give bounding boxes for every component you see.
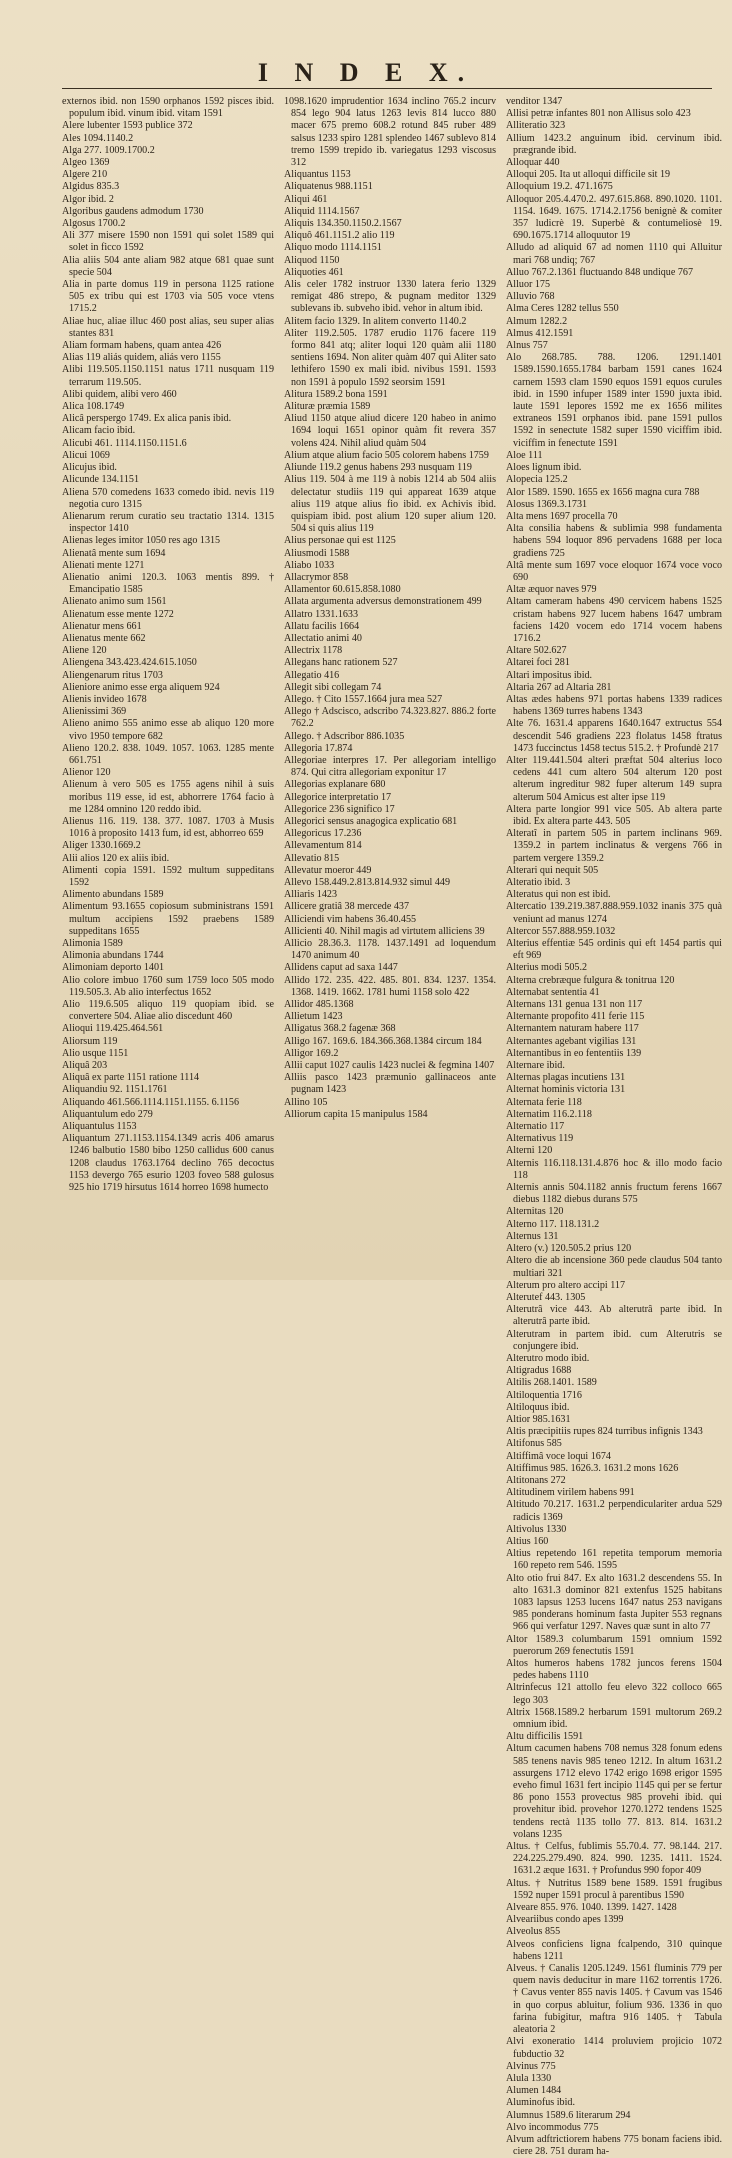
page-title: I N D E X. [257, 58, 475, 87]
index-entry: externos ibid. non 1590 orphanos 1592 pisces ibid. populum ibid. vinum ibid. vitam 1591 [62, 96, 274, 120]
index-entry: Alia aliis 504 ante aliam 982 atque 681 quae sunt specie 504 [62, 254, 274, 278]
index-entry: Alternitas 120 [506, 1206, 564, 1218]
index-entry: Alnus 757 [506, 340, 548, 352]
index-entry: Altaria 267 ad Altaria 281 [506, 681, 612, 693]
index-entry: Aliquatenus 988.1151 [284, 181, 373, 193]
index-entry: Allegans hanc rationem 527 [284, 657, 398, 669]
index-entry: Alveos conficiens ligna fcalpendo, 310 quinque habens 1211 [506, 1938, 722, 1962]
index-entry: Alliciendi vim habens 36.40.455 [284, 913, 417, 925]
index-entry: Algor ibid. 2 [62, 193, 114, 205]
index-entry: Alio usque 1151 [62, 1047, 129, 1059]
index-entry: Aliquâ ex parte 1151 ratione 1114 [62, 1072, 200, 1084]
index-entry: Aliae huc, aliae illuc 460 post alias, seu super alias stantes 831 [62, 315, 274, 339]
index-entry: Aliunde 119.2 genus habens 293 nusquam 119 [284, 462, 472, 474]
index-columns [62, 96, 722, 2158]
index-entry: Alternatio 117 [506, 1121, 565, 1133]
index-entry: Aliene 120 [62, 645, 107, 657]
index-entry: Allegatio 416 [284, 669, 340, 681]
index-entry: Alituræ præmia 1589 [284, 401, 371, 413]
index-entry: Aliqui 461 [284, 193, 328, 205]
index-entry: Alitem facio 1329. In alitem converto 1140.2 [284, 315, 467, 327]
index-entry: Alor 1589. 1590. 1655 ex 1656 magna cura 788 [506, 486, 700, 498]
index-entry: Aliquid 1114.1567 [284, 205, 360, 217]
index-entry: Allectrix 1178 [284, 645, 343, 657]
index-entry: Alienis invideo 1678 [62, 693, 147, 705]
index-entry: Altos humeros habens 1782 juncos ferens 1504 pedes habens 1110 [506, 1658, 722, 1682]
index-entry: Alternans 131 genua 131 non 117 [506, 999, 643, 1011]
index-entry: Alienor 120 [62, 767, 111, 779]
index-entry: Altas ædes habens 971 portas habens 1339 radices habens 1369 turres habens 1343 [506, 693, 722, 718]
index-entry: Alienato animo sum 1561 [62, 596, 167, 608]
index-entry: Allamentor 60.615.858.1080 [284, 584, 401, 596]
index-entry: Alluor 175 [506, 279, 551, 291]
index-entry: Alta consilia habens & sublimia 998 fundamenta habens 594 loquor 896 pervadens 1688 per loca gradiens 725 [506, 523, 722, 559]
index-entry: Alma Ceres 1282 tellus 550 [506, 303, 619, 315]
index-entry: Altis præcipitiis rupes 824 turribus infignis 1343 [506, 1426, 703, 1438]
index-entry: Altæ æquor naves 979 [506, 584, 597, 596]
index-entry: Alluo 767.2.1361 fluctuando 848 undique 767 [506, 266, 693, 278]
index-entry: Alicam facio ibid. [62, 425, 136, 437]
index-entry: Allegorice 236 significo 17 [284, 803, 395, 815]
index-entry: Altor 1589.3 columbarum 1591 omnium 1592 puerorum 269 fenectutis 1591 [506, 1633, 722, 1657]
index-entry: Aliquantus 1153 [284, 169, 351, 181]
index-entry: Alta mens 1697 procella 70 [506, 510, 618, 522]
index-entry: Alioqui 119.425.464.561 [62, 1023, 164, 1035]
index-entry: Alienatum esse mente 1272 [62, 608, 174, 620]
index-entry: Alosus 1369.3.1731 [506, 498, 588, 510]
index-entry: Altrix 1568.1589.2 herbarum 1591 multorum 269.2 omnium ibid. [506, 1706, 722, 1731]
index-entry: Alveare 855. 976. 1040. 1399. 1427. 1428 [506, 1902, 677, 1914]
index-entry: Alligatus 368.2 fagenæ 368 [284, 1023, 396, 1035]
index-entry: Alula 1330 [506, 2072, 552, 2084]
index-entry: Altior 985.1631 [506, 1413, 571, 1425]
index-entry: Allegoria 17.874 [284, 742, 353, 754]
index-entry: Alienatus mente 662 [62, 632, 146, 644]
index-entry: Allino 105 [284, 1096, 328, 1108]
index-entry: Allata argumenta adversus demonstrationem 499 [284, 596, 482, 608]
index-entry: Alliteratio 323 [506, 120, 566, 132]
index-entry: Altigradus 1688 [506, 1365, 572, 1377]
index-entry: Aliger 1330.1669.2 [62, 840, 141, 852]
index-entry: Alteratio ibid. 3 [506, 877, 571, 888]
index-entry: Alumen 1484 [506, 2085, 562, 2097]
index-entry: Alliaris 1423 [284, 889, 337, 901]
index-entry: Alternantes agebant vigilias 131 [506, 1035, 637, 1047]
index-entry: Alvum adftrictiorem habens 775 bonam faciens ibid. ciere 28. 751 duram ha- [506, 2133, 722, 2158]
index-entry: Alimentum 93.1655 copiosum subministrans 1591 multum accipiens 1592 praebens 1589 suppeditans 1655 [62, 901, 274, 937]
index-entry: Algidus 835.3 [62, 181, 120, 193]
index-entry: Alveariibus condo apes 1399 [506, 1914, 624, 1926]
index-entry: Altero (v.) 120.505.2 prius 120 [506, 1243, 632, 1255]
index-entry: Ali 377 misere 1590 non 1591 qui solet 1589 qui solet in ficco 1592 [62, 230, 274, 254]
index-entry: Aliquandiu 92. 1151.1761 [62, 1084, 168, 1096]
index-entry: Aloes lignum ibid. [506, 462, 582, 474]
index-entry: Alieniore animo esse erga aliquem 924 [62, 681, 220, 693]
index-entry: Alternabat sententia 41 [506, 986, 600, 998]
index-entry: Allisi petræ infantes 801 non Allisus solo 423 [506, 108, 691, 120]
index-entry: Alvo incommodus 775 [506, 2121, 599, 2133]
index-entry: Allectatio animi 40 [284, 632, 362, 644]
index-entry: Alvi exoneratio 1414 proluviem projicio 1072 fubductio 32 [506, 2036, 722, 2060]
index-entry: Altarei foci 281 [506, 657, 570, 669]
index-entry: Allegorici sensus anagogica explicatio 681 [284, 815, 458, 827]
index-column-3 [506, 96, 722, 2158]
index-entry: Alterius effentiæ 545 ordinis qui eft 1454 partis qui eft 969 [506, 938, 722, 962]
index-entry: Alternas plagas incutiens 131 [506, 1072, 626, 1084]
index-entry: Alternare ibid. [506, 1060, 565, 1072]
index-entry: Aliter 119.2.505. 1787 erudio 1176 facere 119 formo 841 atq; aliter loqui 120 quàm alii 1180 sentiens 1694. Non aliter quàm 407 qui Aliter sato lethifero 1590 ex mali ibid. nivibus 1591. 1593 non 1591 à populo 1592 seorsim 1591 [284, 327, 496, 388]
index-entry: Alicâ perspergo 1749. Ex alica panis ibid. [62, 413, 232, 425]
index-entry: Allii caput 1027 caulis 1423 nuclei & fegmina 1407 [284, 1060, 495, 1072]
index-entry: Alienus 116. 119. 138. 377. 1087. 1703 à Musis 1016 à proposito 1413 fum, id est, abhorreo 659 [62, 815, 274, 840]
header-rule [62, 88, 712, 89]
index-entry: Alter 119.441.504 alteri præftat 504 alterius loco cedens 441 cum altero 504 alterum 120 post alterum ingreditur 982 fuper alterum 149 supra alterum 504 Amicus est alter ipse 119 [506, 754, 722, 803]
index-entry: Altilis 268.1401. 1589 [506, 1377, 597, 1389]
index-entry: Alimonia 1589 [62, 938, 123, 950]
index-entry: Alibi quidem, alibi vero 460 [62, 388, 177, 400]
index-entry: Ales 1094.1140.2 [62, 132, 134, 144]
index-entry: Alicubi 461. 1114.1150.1151.6 [62, 437, 187, 449]
index-entry: Alopecia 125.2 [506, 474, 568, 486]
index-entry: Alternus 131 [506, 1230, 559, 1242]
index-entry: Algere 210 [62, 169, 108, 181]
index-entry: Allietum 1423 [284, 1011, 343, 1023]
index-entry: Allido 172. 235. 422. 485. 801. 834. 1237. 1354. 1368. 1419. 1662. 1781 humi 1158 solo 422 [284, 974, 496, 998]
index-entry: Altivolus 1330 [506, 1523, 567, 1535]
index-entry: Alterutef 443. 1305 [506, 1291, 586, 1303]
index-entry: Aliengenarum ritus 1703 [62, 669, 163, 681]
index-entry: Alternat hominis victoria 131 [506, 1084, 626, 1096]
index-entry: Alicujus ibid. [62, 462, 117, 474]
index-entry: Alte 76. 1631.4 apparens 1640.1647 extructus 554 descendit 546 gradiens 223 flolatus 1458 ftratus 1473 fuccinctus 1458 tectus 515.2. † Profundè 217 [506, 718, 722, 754]
index-entry: venditor 1347 [506, 96, 563, 107]
index-entry: Alias 119 aliás quidem, aliás vero 1155 [62, 352, 221, 364]
index-entry: Alterari qui nequit 505 [506, 864, 599, 876]
index-entry: Alternante propofito 411 ferie 115 [506, 1011, 645, 1023]
index-entry: Altercor 557.888.959.1032 [506, 925, 616, 937]
index-entry: Algeo 1369 [62, 157, 110, 169]
index-entry: Altius 160 [506, 1535, 549, 1547]
index-entry: Alienas leges imitor 1050 res ago 1315 [62, 535, 221, 547]
index-entry: Alternata ferie 118 [506, 1096, 582, 1108]
index-entry: Alterutro modo ibid. [506, 1352, 590, 1364]
index-entry: Altifonus 585 [506, 1438, 562, 1450]
index-entry: Alium atque alium facio 505 colorem habens 1759 [284, 449, 489, 461]
index-entry: Aliusmodi 1588 [284, 547, 350, 559]
index-entry: Alitura 1589.2 bona 1591 [284, 388, 388, 400]
index-entry: Altum cacumen habens 708 nemus 328 fonum edens 585 tenens navis 985 teneo 1212. In altum 1631.2 assurgens 1712 elevo 1742 erigo 1698 erigor 1595 eveho fimul 1631 fert incipio 1145 qui per se fertur 86 pono 1553 provectus 985 provehi ibid. qui provehitur ibid. provehor 1270.1272 tendens 1525 tendens rectà 1135 tollo 77. 813. 814. 1631.2 volans 1235 [506, 1743, 722, 1840]
index-entry: Allicienti 40. Nihil magis ad virtutem alliciens 39 [284, 925, 485, 937]
index-entry: Alveus. † Canalis 1205.1249. 1561 fluminis 779 per quem navis deducitur in mare 1162 torrentis 1726. † Cavus venter 855 navis 1405. † Cavum vas 1546 in quo corpus abluitur, folium 936. 1336 in quo farina fubigitur, maftra 916 1405. † Tabula aleatoria 2 [506, 1963, 722, 2036]
index-entry: Aliquo modo 1114.1151 [284, 242, 382, 254]
index-entry: Allevatur moeror 449 [284, 864, 372, 876]
index-entry: Alimonia abundans 1744 [62, 950, 164, 962]
index-entry: Allicere gratiâ 38 mercede 437 [284, 901, 409, 913]
index-entry: Alliis pasco 1423 præmunio gallinaceos ante pugnam 1423 [284, 1072, 496, 1096]
index-entry: Alis celer 1782 instruor 1330 latera ferio 1329 remigat 486 strepo, & pugnam meditor 1329 sublevans ib. subveho ibid. vehor in altum ibid. [284, 279, 496, 315]
index-entry: Alienum à vero 505 es 1755 agens nihil à suis moribus 119 esse, id est, abhorrere 1764 facio à me 1284 omnino 120 reddo ibid. [62, 779, 274, 815]
index-entry: Alteratî in partem 505 in partem inclinans 969. 1359.2 in partem inclinatus & vergens 766 in partem vergere 1359.2 [506, 828, 722, 864]
index-entry: Alterum pro altero accipi 117 [506, 1279, 626, 1291]
index-entry: Alternantem naturam habere 117 [506, 1023, 639, 1035]
index-entry: Altera parte longior 991 vice 505. Ab altera parte ibid. Ex altera parte 443. 505 [506, 803, 722, 827]
index-entry: Alumnus 1589.6 literarum 294 [506, 2109, 631, 2121]
index-entry: Alterno 117. 118.131.2 [506, 1218, 600, 1230]
index-entry: Allevatio 815 [284, 852, 340, 864]
index-entry: Aliquantum 271.1153.1154.1349 acris 406 amarus 1246 balbutio 1580 bibo 1250 callidus 600 canus 1208 claudus 1763.1764 declino 765 decoctus 1153 devergo 765 esurio 1203 foveo 588 gulosus 925 hio 1719 hirsutus 1614 horreo 1698 humecto [62, 1133, 274, 1194]
index-entry: Alimenti copia 1591. 1592 multum suppeditans 1592 [62, 864, 274, 888]
index-entry: Aliquis 134.350.1150.2.1567 [284, 218, 402, 230]
index-entry: Altus. † Celfus, fublimis 55.70.4. 77. 98.144. 217. 224.225.279.490. 824. 990. 1235. 1411. 1524. 1631.2 æque 1631. † Profundus 990 fopor 409 [506, 1841, 722, 1877]
index-entry: Allego. † Cito 1557.1664 jura mea 527 [284, 693, 443, 705]
index-entry: Altitonans 272 [506, 1474, 566, 1486]
index-entry: Alternatim 116.2.118 [506, 1108, 592, 1120]
index-entry: Almus 412.1591 [506, 327, 574, 339]
index-column-2 [284, 96, 496, 1266]
index-entry: Alterni 120 [506, 1145, 553, 1157]
index-entry: Altam cameram habens 490 cervicem habens 1525 cristam habens 927 lucem habens 1647 umbram faciens 1420 vocem edo 1714 vocem habens 1716.2 [506, 596, 722, 644]
index-entry: Alienissimi 369 [62, 706, 127, 718]
index-entry: Altus. † Nutritus 1589 bene 1589. 1591 frugibus 1592 nuper 1591 procul à parentibus 1590 [506, 1877, 722, 1901]
index-entry: Alimento abundans 1589 [62, 889, 164, 901]
index-entry: 1098.1620 imprudentior 1634 inclino 765.2 incurv 854 lego 904 latus 1263 levis 814 lucco 880 macer 675 premo 608.2 rotund 845 ruber 489 salsus 1233 spiro 1281 splendeo 1467 sublevo 814 tremo 1599 trepido ib. variegatus 1293 viscosus 312 [284, 96, 496, 169]
index-entry: Altercatio 139.219.387.888.959.1032 inanis 375 quà veniunt ad manus 1274 [506, 901, 722, 925]
index-entry: Aliam formam habens, quam antea 426 [62, 340, 222, 352]
index-entry: Allego † Adscisco, adscribo 74.323.827. 886.2 forte 762.2 [284, 706, 496, 730]
index-entry: Alterna crebræque fulgura & tonitrua 120 [506, 974, 675, 986]
index-entry: Aliquantulum edo 279 [62, 1108, 153, 1120]
index-entry: Allatu facilis 1664 [284, 620, 360, 632]
page-header [0, 52, 732, 92]
index-entry: Altiloquentia 1716 [506, 1389, 582, 1401]
index-entry: Aliquando 461.566.1114.1151.1155. 6.1156 [62, 1096, 240, 1108]
index-entry: Allegoriae interpres 17. Per allegoriam intelligo 874. Qui citra allegoriam exponitur 17 [284, 754, 496, 779]
index-entry: Alica 108.1749 [62, 401, 125, 413]
index-entry: Alto otio frui 847. Ex alto 1631.2 descendens 55. In alto 1631.3 dominor 821 extenfus 1525 habitans 1083 lapsus 1253 lucens 1647 natus 253 navigans 985 ponderans hominum fasta Jupiter 553 regnans 966 qui verfatur 1297. Naves quæ sunt in alto 77 [506, 1572, 722, 1633]
index-entry: Allego. † Adscribor 886.1035 [284, 730, 405, 742]
index-entry: Altiffimâ voce loqui 1674 [506, 1450, 611, 1462]
index-entry: Alveolus 855 [506, 1926, 561, 1938]
index-entry: Altiloquus ibid. [506, 1401, 570, 1413]
index-entry: Alia in parte domus 119 in persona 1125 ratione 505 ex tribu qui est 1703 via 505 voce vtens 1715.2 [62, 279, 274, 315]
index-entry: Aliorsum 119 [62, 1035, 118, 1047]
index-entry: Aliquoties 461 [284, 266, 344, 278]
index-entry: Algoribus gaudens admodum 1730 [62, 205, 204, 217]
index-entry: Alvinus 775 [506, 2060, 556, 2072]
index-entry: Altitudo 70.217. 1631.2 perpendiculariter ardua 529 radicis 1369 [506, 1499, 722, 1523]
index-entry: Altitudinem virilem habens 991 [506, 1487, 635, 1499]
index-entry: Alliorum capita 15 manipulus 1584 [284, 1108, 428, 1120]
index-entry: Allatro 1331.1633 [284, 608, 359, 620]
index-entry: Algosus 1700.2 [62, 218, 126, 230]
index-entry: Allium 1423.2 anguinum ibid. cervinum ibid. prægrande ibid. [506, 132, 722, 156]
index-entry: Alluvio 768 [506, 291, 555, 303]
index-entry: Altiffimus 985. 1626.3. 1631.2 mons 1626 [506, 1462, 679, 1474]
index-entry: Alius personae qui est 1125 [284, 535, 396, 547]
index-entry: Alligor 169.2 [284, 1047, 339, 1059]
index-entry: Aliena 570 comedens 1633 comedo ibid. nevis 119 negotia curo 1315 [62, 486, 274, 510]
index-entry: Aliud 1150 atque aliud dicere 120 habeo in animo 1694 loqui 1651 opinor quàm fit revera 357 volens 424. Nihil aliud quàm 504 [284, 413, 496, 449]
index-entry: Alternantibus in eo fententiis 139 [506, 1047, 642, 1059]
index-entry: Alloquor 205.4.470.2. 497.615.868. 890.1020. 1101. 1154. 1649. 1675. 1714.2.1756 benignè & comiter 357 ludicrè 19. Superbè & contumeliosè 19. 690.1675.1714 alloquutor 19 [506, 193, 722, 242]
index-column-1 [62, 96, 274, 1266]
index-entry: Allicio 28.36.3. 1178. 1437.1491 ad loquendum 1470 animum 40 [284, 938, 496, 962]
index-entry: Alieno 120.2. 838. 1049. 1057. 1063. 1285 mente 661.751 [62, 742, 274, 766]
index-entry: Alienati mente 1271 [62, 559, 145, 571]
index-entry: Alius 119. 504 à me 119 à nobis 1214 ab 504 aliis delectatur studiis 119 qui appareat 1639 atque alius 119 atque alius fio ibid. ex Achivis ibid. quispiam ibid. post alium 120 super alium 120. 504 si quis alius 119 [284, 474, 496, 535]
index-entry: Altrinfecus 121 attollo feu elevo 322 colloco 665 lego 303 [506, 1682, 722, 1706]
index-entry: Alternativus 119 [506, 1133, 574, 1145]
index-entry: Alludo ad aliquid 67 ad nomen 1110 qui Alluitur mari 768 undiq; 767 [506, 242, 722, 266]
index-entry: Alga 277. 1009.1700.2 [62, 144, 155, 156]
index-entry: Alloqui 205. Ita ut alloqui difficile sit 19 [506, 169, 671, 181]
index-entry: Allidens caput ad saxa 1447 [284, 962, 398, 974]
index-entry: Aloe 111 [506, 449, 543, 461]
index-entry: Allidor 485.1368 [284, 999, 354, 1011]
index-entry: Altius repetendo 161 repetita temporum memoria 160 repeto rem 546. 1595 [506, 1548, 722, 1572]
index-entry: Alligo 167. 169.6. 184.366.368.1384 circum 184 [284, 1035, 482, 1047]
index-entry: Alienatio animi 120.3. 1063 mentis 899. † Emancipatio 1585 [62, 571, 274, 596]
index-entry: Allegorias explanare 680 [284, 779, 386, 791]
index-entry: Alteratus qui non est ibid. [506, 889, 611, 901]
index-entry: Alternis annis 504.1182 annis fructum ferens 1667 diebus 1182 diebus durans 575 [506, 1182, 722, 1206]
index-entry: Alloquar 440 [506, 157, 560, 169]
index-entry: Aliengena 343.423.424.615.1050 [62, 657, 197, 669]
index-entry: Alio colore imbuo 1760 sum 1759 loco 505 modo 119.505.3. Ab alio interfectus 1652 [62, 974, 274, 998]
index-entry: Altari impositus ibid. [506, 669, 593, 681]
index-entry: Alibi 119.505.1150.1151 natus 1711 nusquam 119 terrarum 119.505. [62, 364, 274, 388]
index-entry: Alterutram in partem ibid. cum Alterutris se conjungere ibid. [506, 1328, 722, 1352]
index-entry: Alienatur mens 661 [62, 620, 142, 632]
index-entry: Aliabo 1033 [284, 559, 335, 571]
index-entry: Altâ mente sum 1697 voce eloquor 1674 voce voco 690 [506, 559, 722, 583]
index-entry: Alimoniam deporto 1401 [62, 962, 165, 974]
index-entry: Alere lubenter 1593 publice 372 [62, 120, 193, 132]
index-entry: Alienarum rerum curatio seu tractatio 1314. 1315 inspector 1410 [62, 510, 274, 535]
index-entry: Alieno animo 555 animo esse ab aliquo 120 more vivo 1950 tempore 682 [62, 718, 274, 742]
index-entry: Altu difficilis 1591 [506, 1731, 584, 1743]
index-entry: Allegoricus 17.236 [284, 828, 362, 840]
index-entry: Allegit sibi collegam 74 [284, 681, 382, 693]
index-entry: Alicunde 134.1151 [62, 474, 139, 486]
index-entry: Alii alios 120 ex aliis ibid. [62, 852, 170, 864]
index-entry: Alio 119.6.505 aliquo 119 quopiam ibid. se convertere 504. Aliae alio discedunt 460 [62, 999, 274, 1023]
index-entry: Almum 1282.2 [506, 315, 568, 327]
index-entry: Alloquium 19.2. 471.1675 [506, 181, 613, 193]
index-entry: Alterius modi 505.2 [506, 962, 588, 974]
index-entry: Allevo 158.449.2.813.814.932 simul 449 [284, 877, 450, 888]
index-entry: Aliquâ 203 [62, 1060, 108, 1072]
index-entry: Allacrymor 858 [284, 571, 349, 583]
index-entry: Aliquantulus 1153 [62, 1121, 137, 1133]
index-entry: Alterutrâ vice 443. Ab alterutrâ parte ibid. In alterutrâ parte ibid. [506, 1304, 722, 1328]
index-entry: Aluminofus ibid. [506, 2097, 575, 2109]
index-entry: Alo 268.785. 788. 1206. 1291.1401 1589.1590.1655.1784 barbam 1591 canes 1624 carnem 1593 clam 1590 equos 1591 equos curules ibid. in 1590 infuper 1589 inter 1590 juxta ibid. laute 1591 lepores 1592 me ex 1656 milites extraneos 1591 orphanos ibid. pane 1591 pullos 1592 in senectute 1582 super 1590 viciffim ibid. viciffim in fenectute 1591 [506, 352, 722, 449]
index-entry: Altare 502.627 [506, 645, 567, 657]
index-entry: Alternis 116.118.131.4.876 hoc & illo modo facio 118 [506, 1157, 722, 1181]
index-entry: Alicui 1069 [62, 449, 110, 461]
index-entry: Altero die ab incensione 360 pede claudus 504 tanto multiari 321 [506, 1255, 722, 1279]
index-entry: Alienatâ mente sum 1694 [62, 547, 166, 559]
index-entry: Aliquod 1150 [284, 254, 340, 266]
index-entry: Aliquô 461.1151.2 alio 119 [284, 230, 395, 242]
index-entry: Allevamentum 814 [284, 840, 362, 852]
index-entry: Allegorice interpretatio 17 [284, 791, 392, 803]
